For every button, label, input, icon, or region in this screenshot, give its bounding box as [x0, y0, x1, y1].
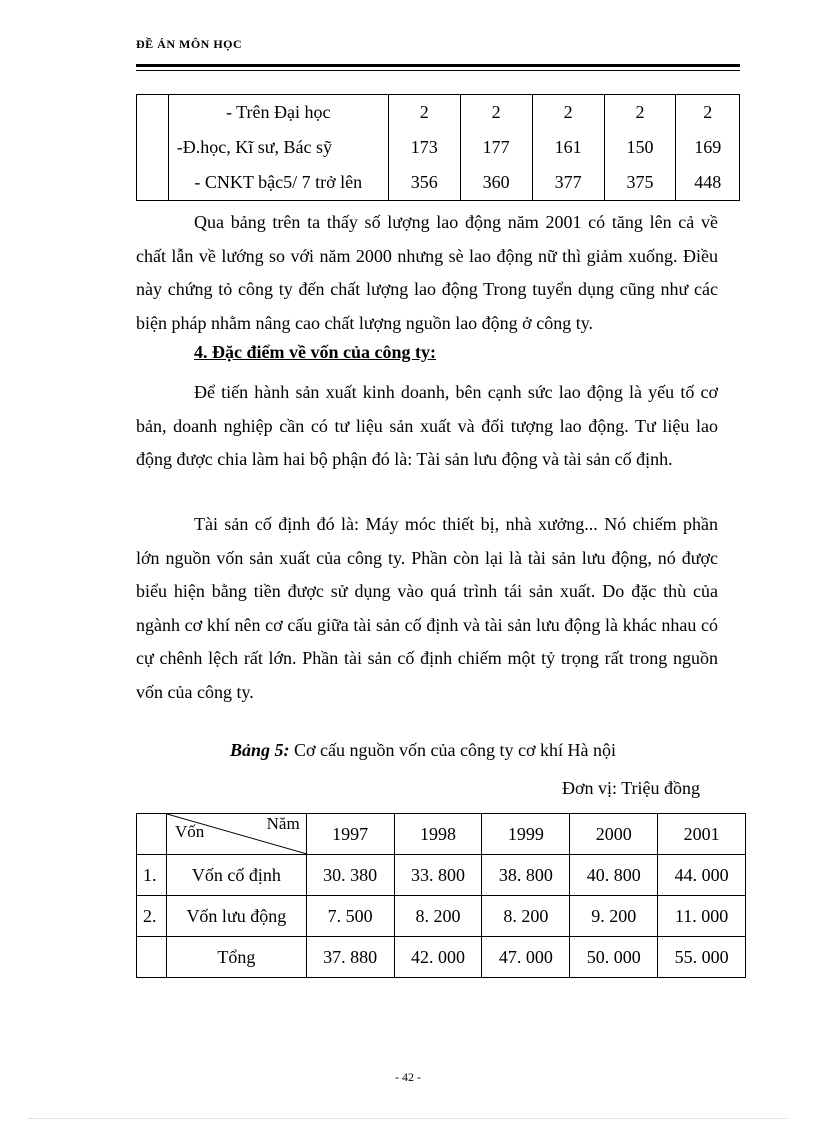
table-cell: 360	[460, 165, 532, 201]
table-cell: 9. 200	[570, 896, 658, 937]
row-label: Vốn cố định	[166, 855, 306, 896]
table-cell: 448	[676, 165, 740, 201]
page-number: - 42 -	[395, 1070, 421, 1084]
table-cell	[137, 95, 169, 131]
table-cell: 7. 500	[306, 896, 394, 937]
table5-unit: Đơn vị: Triệu đồng	[562, 778, 701, 798]
row-label: -Đ.học, Kĩ sư, Bác sỹ	[168, 130, 388, 165]
year-header: 1997	[306, 814, 394, 855]
table-cell: 2	[604, 95, 676, 131]
table-cell: 11. 000	[658, 896, 746, 937]
table-cell: 8. 200	[482, 896, 570, 937]
table-cell: 2	[460, 95, 532, 131]
page-header-title: ĐỀ ÁN MÔN HỌC	[136, 37, 243, 51]
table-cell: 42. 000	[394, 937, 482, 978]
table-cell: 161	[532, 130, 604, 165]
table-cell: 2	[532, 95, 604, 131]
table-cell: 2	[676, 95, 740, 131]
table-cell	[137, 165, 169, 201]
table-cell: 55. 000	[658, 937, 746, 978]
year-header: 1999	[482, 814, 570, 855]
table-row	[137, 855, 746, 896]
footer-divider	[28, 1118, 788, 1119]
section-heading-capital: 4. Đặc điểm về vốn của công ty:	[194, 342, 436, 362]
table-cell	[137, 130, 169, 165]
header-rule-thin	[136, 70, 740, 71]
table-cell: 8. 200	[394, 896, 482, 937]
row-label: Vốn lưu động	[166, 896, 306, 937]
table-cell	[137, 814, 167, 855]
year-header: 1998	[394, 814, 482, 855]
paragraph-production-means: Để tiến hành sản xuất kinh doanh, bên cạnh sức lao động là yếu tố cơ bản, doanh nghiệp cần có tư liệu sản xuất và đối tượng lao động. Tư liệu lao động được chia làm hai bộ phận đó là: Tài sản lưu động và tài sản cố định.	[136, 382, 718, 469]
table-header-row	[137, 814, 746, 855]
row-label: Tổng	[166, 937, 306, 978]
table-total-row	[137, 937, 746, 978]
table-cell: 375	[604, 165, 676, 201]
table-row	[137, 130, 740, 165]
row-number: 1.	[137, 855, 167, 896]
header-rule-thick	[136, 64, 740, 67]
table-row	[137, 95, 740, 131]
table-cell: 30. 380	[306, 855, 394, 896]
table-cell: 50. 000	[570, 937, 658, 978]
table-cell: 37. 880	[306, 937, 394, 978]
table-row	[137, 165, 740, 201]
table-cell: 33. 800	[394, 855, 482, 896]
capital-structure-table	[136, 813, 746, 978]
paragraph-labor-analysis: Qua bảng trên ta thấy số lượng lao động năm 2001 có tăng lên cả về chất lẫn về lướng so với năm 2000 nhưng sè lao động nữ thì giảm xuống. Điều này chứng tỏ công ty đến chất lượng lao động Trong tuyển dụng cũng như các biện pháp nhằm nâng cao chất lượng nguồn lao động ở công ty.	[136, 212, 718, 333]
header-capital-label: Vốn	[174, 822, 205, 841]
table-row	[137, 896, 746, 937]
table-cell: 356	[388, 165, 460, 201]
header-year-label: Năm	[266, 814, 300, 833]
row-number	[137, 937, 167, 978]
row-label: - CNKT bậc5/ 7 trở lên	[168, 165, 388, 201]
table-cell: 40. 800	[570, 855, 658, 896]
table-cell: 177	[460, 130, 532, 165]
table-cell: 2	[388, 95, 460, 131]
year-header: 2000	[570, 814, 658, 855]
table-cell: 169	[676, 130, 740, 165]
table-cell: 150	[604, 130, 676, 165]
table-cell: 173	[388, 130, 460, 165]
table-cell: 44. 000	[658, 855, 746, 896]
staff-qualification-table	[136, 94, 740, 201]
table-cell: 47. 000	[482, 937, 570, 978]
table5-caption: Bảng 5: Cơ cấu nguồn vốn của công ty cơ khí Hà nội	[230, 740, 616, 760]
year-header: 2001	[658, 814, 746, 855]
row-label: - Trên Đại học	[168, 95, 388, 131]
table-cell: 377	[532, 165, 604, 201]
row-number: 2.	[137, 896, 167, 937]
table-cell: 38. 800	[482, 855, 570, 896]
paragraph-fixed-assets: Tài sản cố định đó là: Máy móc thiết bị, nhà xưởng... Nó chiếm phần lớn nguồn vốn sản xuất của công ty. Phần còn lại là tài sản lưu động, nó được biểu hiện bằng tiền được sử dụng vào quá trình tái sản xuất. Do đặc thù của ngành cơ khí nên cơ cấu giữa tài sản cố định và tài sản lưu động là khác nhau có cự chênh lệch rất lớn. Phần tài sản cố định chiếm một tỷ trọng rất trong nguồn vốn của công ty.	[136, 514, 718, 702]
diagonal-header-cell	[166, 814, 306, 855]
